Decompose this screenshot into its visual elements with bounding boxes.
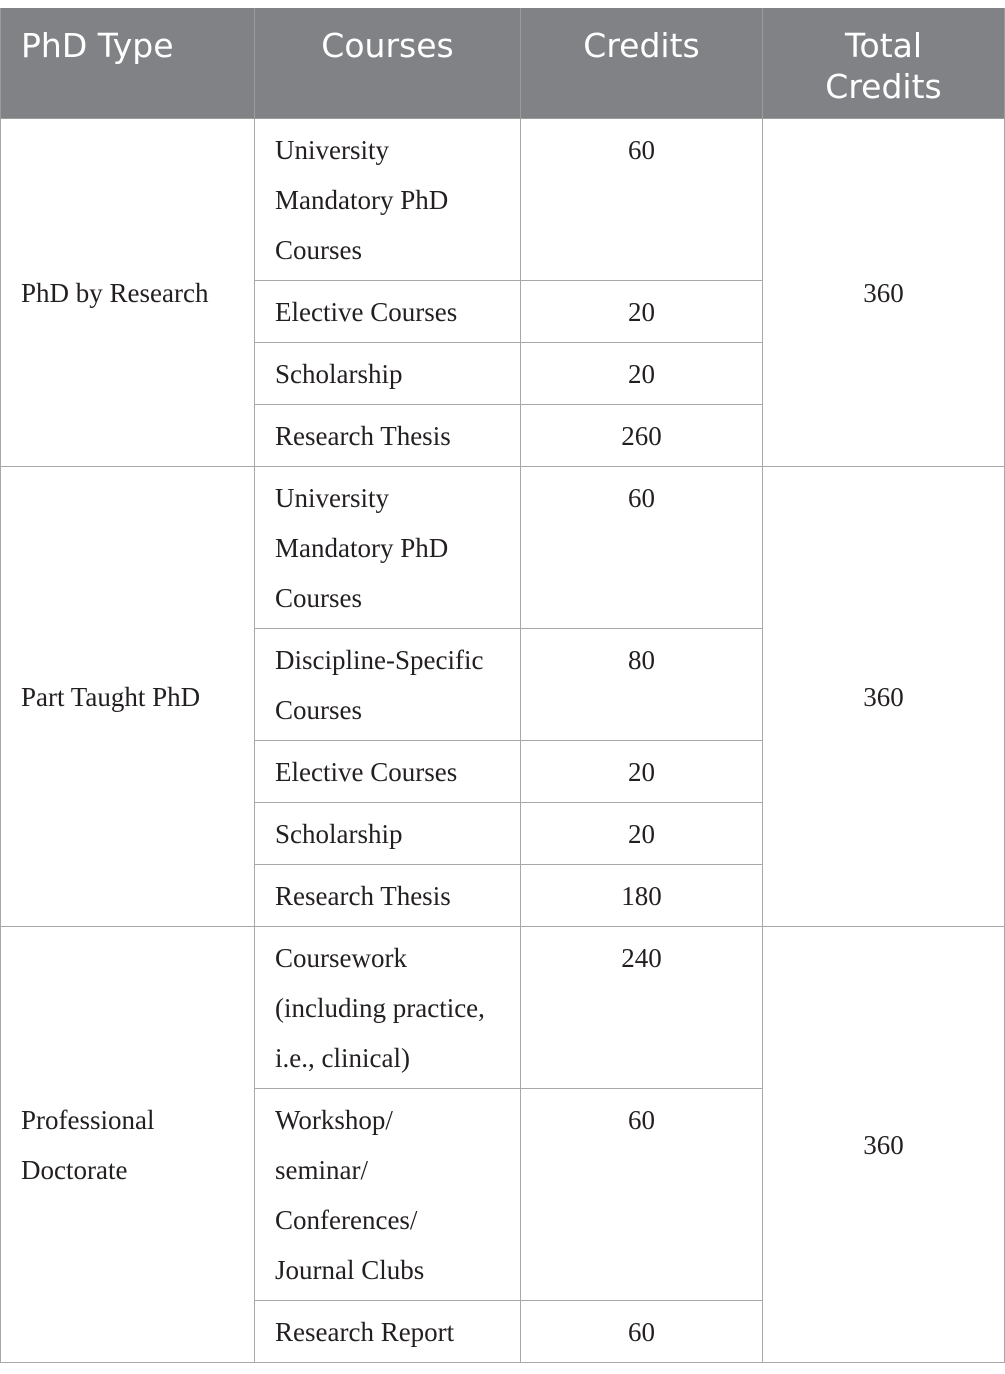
course-cell: Scholarship	[255, 342, 521, 404]
credits-cell: 20	[521, 740, 763, 802]
phd-type-cell: PhD by Research	[1, 118, 255, 466]
table-body	[1, 118, 1005, 1362]
credits-cell: 60	[521, 466, 763, 628]
credits-cell: 20	[521, 802, 763, 864]
phd-type-cell: Part Taught PhD	[1, 466, 255, 926]
header-row	[1, 8, 1005, 118]
total-credits-cell: 360	[763, 118, 1005, 466]
table-row	[1, 118, 1005, 280]
credits-cell: 60	[521, 118, 763, 280]
credits-cell: 60	[521, 1300, 763, 1362]
table-header	[1, 8, 1005, 118]
header-total-credits: Total Credits	[763, 8, 1005, 118]
course-cell: Scholarship	[255, 802, 521, 864]
header-courses: Courses	[255, 8, 521, 118]
header-phd-type: PhD Type	[1, 8, 255, 118]
total-credits-cell: 360	[763, 926, 1005, 1362]
credits-cell: 60	[521, 1088, 763, 1300]
credits-cell: 80	[521, 628, 763, 740]
phd-credits-table	[0, 8, 1005, 1363]
course-cell: Workshop/ seminar/ Conferences/ Journal Clubs	[255, 1088, 521, 1300]
credits-cell: 20	[521, 280, 763, 342]
course-cell: University Mandatory PhD Courses	[255, 466, 521, 628]
credits-cell: 260	[521, 404, 763, 466]
course-cell: Research Report	[255, 1300, 521, 1362]
course-cell: University Mandatory PhD Courses	[255, 118, 521, 280]
course-cell: Research Thesis	[255, 404, 521, 466]
total-credits-cell: 360	[763, 466, 1005, 926]
course-cell: Coursework (including practice, i.e., clinical)	[255, 926, 521, 1088]
table-row	[1, 926, 1005, 1088]
credits-cell: 20	[521, 342, 763, 404]
course-cell: Research Thesis	[255, 864, 521, 926]
credits-cell: 240	[521, 926, 763, 1088]
course-cell: Elective Courses	[255, 740, 521, 802]
course-cell: Discipline-Specific Courses	[255, 628, 521, 740]
phd-type-cell: Professional Doctorate	[1, 926, 255, 1362]
course-cell: Elective Courses	[255, 280, 521, 342]
credits-cell: 180	[521, 864, 763, 926]
header-credits: Credits	[521, 8, 763, 118]
table-row	[1, 466, 1005, 628]
